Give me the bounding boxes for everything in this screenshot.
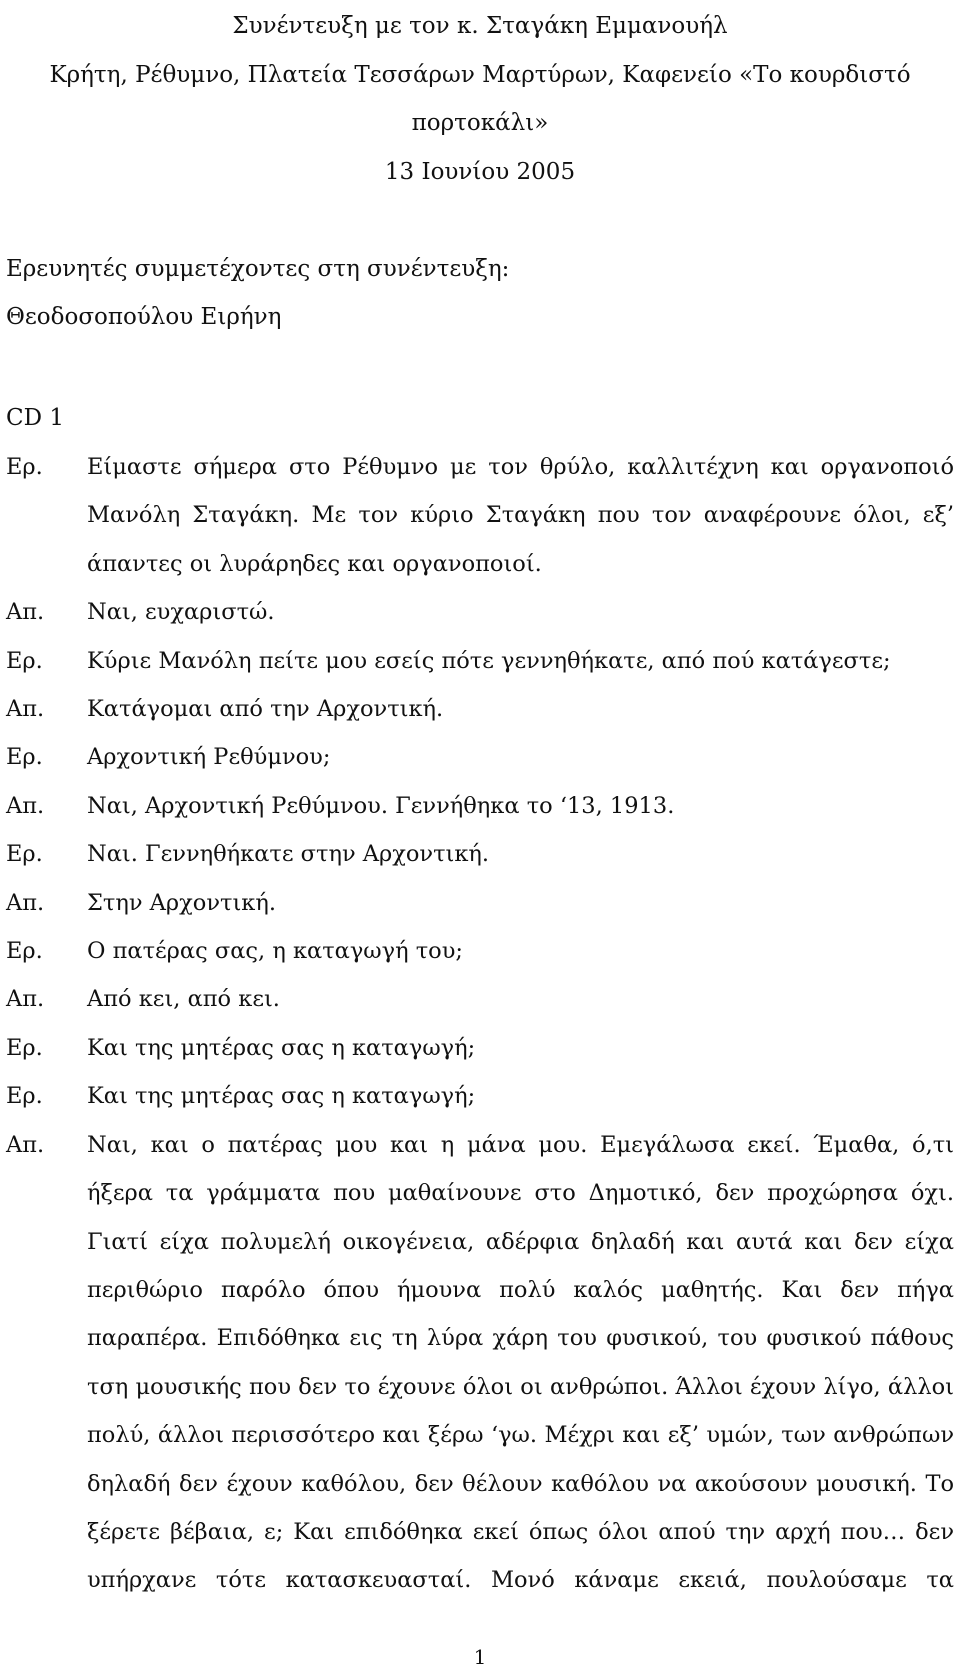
- cd-label: CD 1: [6, 405, 64, 431]
- speaker-label: Ερ.: [6, 647, 43, 674]
- utterance: Στην Αρχοντική.: [87, 889, 276, 916]
- researchers-block: [6, 245, 509, 341]
- speaker-label: Απ.: [6, 792, 45, 819]
- researchers-label: Ερευνητές συμμετέχοντες στη συνέντευξη:: [6, 256, 510, 282]
- dialogue-turn: [6, 588, 954, 636]
- interview-location-cont: πορτοκάλι»: [411, 110, 549, 136]
- utterance: Αρχοντική Ρεθύμνου;: [87, 744, 331, 771]
- dialogue-turn: [6, 879, 954, 927]
- document-header: [0, 2, 960, 196]
- utterance: Ναι, και ο πατέρας μου και η μάνα μου. Εμεγάλωσα εκεί. Έμαθα, ό,τι ήξερα τα γράμματα που μαθαίνουνε στο Δημοτικό, δεν προχώρησα όχι. Γιατί είχα πολυμελή οικογένεια, αδέρφια δηλαδή και αυτά και δεν είχα περιθώριο παρόλο όπου ήμουνα πολύ καλός μαθητής. Και δεν πήγα παραπέρα. Επιδόθηκα εις τη λύρα χάρη του φυσικού, του φυσικού πάθους τση μουσικής που δεν το έχουνε όλοι οι ανθρώποι. Άλλοι έχουν λίγο, άλλοι πολύ, άλλοι περισσότερο και ξέρω ‘γω. Μέχρι και εξ’ υμών, των ανθρώπων δηλαδή δεν έχουν καθόλου, δεν θέλουν καθόλου να ακούσουν μουσική. Το ξέρετε βέβαια, ε; Και επιδόθηκα εκεί όπως όλοι απού την αρχή που… δεν υπήρχανε τότε κατασκευασταί. Μονό κάναμε εκειά, πουλούσαμε τα: [87, 1131, 954, 1594]
- speaker-label: Ερ.: [6, 841, 43, 868]
- interview-date: 13 Ιουνίου 2005: [384, 158, 576, 185]
- utterance: Ναι. Γεννηθήκατε στην Αρχοντική.: [87, 841, 490, 868]
- speaker-label: Ερ.: [6, 454, 43, 480]
- utterance: Ναι, Αρχοντική Ρεθύμνου. Γεννήθηκα το ‘13, 1913.: [87, 792, 675, 819]
- speaker-label: Ερ.: [6, 744, 43, 771]
- dialogue-turn: [6, 685, 954, 733]
- dialogue-turn: [6, 1024, 954, 1072]
- dialogue: [6, 443, 954, 1605]
- speaker-label: Απ.: [6, 599, 45, 626]
- utterance: Από κει, από κει.: [87, 986, 280, 1013]
- dialogue-turn: [6, 927, 954, 975]
- speaker-label: Απ.: [6, 1131, 45, 1158]
- dialogue-turn: [6, 443, 954, 588]
- speaker-label: Απ.: [6, 889, 45, 916]
- interview-location: Κρήτη, Ρέθυμνο, Πλατεία Τεσσάρων Μαρτύρων, Καφενείο «Το κουρδιστό: [49, 61, 911, 88]
- utterance: Κατάγομαι από την Αρχοντική.: [87, 696, 444, 723]
- dialogue-turn: [6, 830, 954, 878]
- dialogue-turn: [6, 782, 954, 830]
- dialogue-turn: [6, 1072, 954, 1120]
- researcher-name: Θεοδοσοπούλου Ειρήνη: [6, 304, 282, 330]
- dialogue-turn: [6, 733, 954, 781]
- utterance: Και της μητέρας σας η καταγωγή;: [87, 1034, 476, 1061]
- speaker-label: Ερ.: [6, 1083, 43, 1110]
- speaker-label: Ερ.: [6, 938, 43, 965]
- speaker-label: Ερ.: [6, 1034, 43, 1061]
- utterance: Και της μητέρας σας η καταγωγή;: [87, 1083, 476, 1110]
- utterance: Ναι, ευχαριστώ.: [87, 599, 275, 626]
- dialogue-turn: [6, 975, 954, 1023]
- dialogue-turn: [6, 1121, 954, 1605]
- page-number: 1: [473, 1645, 487, 1669]
- utterance: Είμαστε σήμερα στο Ρέθυμνο με τον θρύλο, καλλιτέχνη και οργανοποιό Μανόλη Σταγάκη. Με τον κύριο Σταγάκη που τον αναφέρουνε όλοι, εξ’ άπαντες οι λυράρηδες και οργανοποιοί.: [87, 454, 954, 577]
- speaker-label: Απ.: [6, 696, 45, 723]
- utterance: Ο πατέρας σας, η καταγωγή του;: [87, 938, 463, 965]
- interview-title: Συνέντευξη με τον κ. Σταγάκη Εμμανουήλ: [232, 13, 728, 39]
- dialogue-turn: [6, 637, 954, 685]
- speaker-label: Απ.: [6, 986, 45, 1013]
- utterance: Κύριε Μανόλη πείτε μου εσείς πότε γεννηθήκατε, από πού κατάγεστε;: [87, 647, 891, 674]
